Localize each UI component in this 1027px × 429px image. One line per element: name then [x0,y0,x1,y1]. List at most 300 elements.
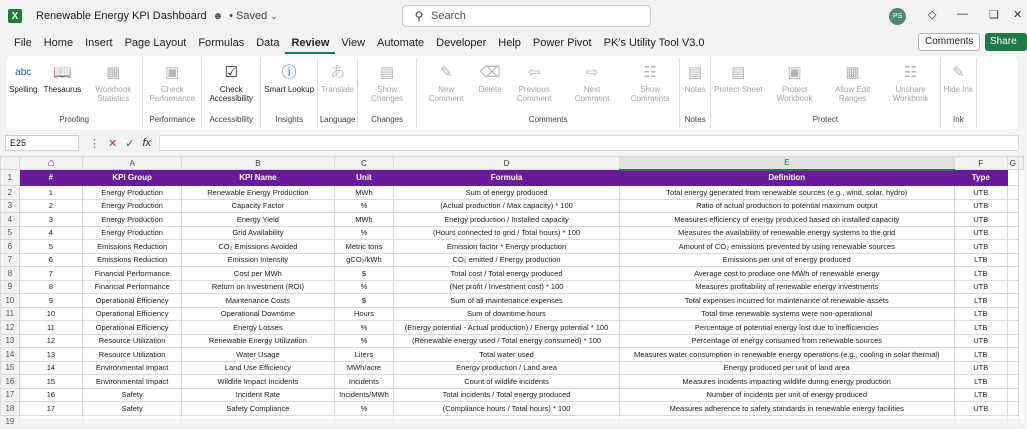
cell[interactable] [1007,267,1018,281]
cell[interactable]: 3 [19,213,82,227]
button-label: New Comment [428,85,464,103]
tab-pk-s-utility-tool-v3-0[interactable]: PK's Utility Tool V3.0 [603,37,705,49]
delete-icon: ⌫ [479,63,501,81]
button-label: Show Changes [371,85,404,103]
column-header-f[interactable]: F [954,157,1007,170]
cell[interactable]: Operational Efficiency [82,307,181,321]
cell[interactable]: CO₂ emitted / Energy production [394,253,619,267]
cell[interactable] [1007,240,1018,254]
thesaurus-button[interactable] [40,58,84,114]
cell[interactable]: Total energy generated from renewable sources (e.g., wind, solar, hydro) [619,186,954,200]
cell[interactable]: Operational Efficiency [82,294,181,308]
column-header-g[interactable]: G [1007,157,1018,170]
cell[interactable]: (Energy potential - Actual production) / Energy potential * 100 [394,321,619,335]
cell[interactable]: gCO₂/kWh [334,253,394,267]
button-label: Protect Sheet [714,85,763,94]
cell[interactable]: Resource Utilization [82,348,181,362]
cell[interactable]: 5 [19,240,82,254]
more-options-icon[interactable]: ⋮ [89,137,100,150]
cell[interactable]: Count of wildlife incidents [394,375,619,389]
cell[interactable]: Total water used [394,348,619,362]
cell[interactable] [619,415,954,429]
chevron-down-icon[interactable]: ⌄ [270,10,278,21]
cell[interactable]: LTB [954,294,1007,308]
cell[interactable] [1007,321,1018,335]
cell[interactable]: % [334,199,394,213]
cell[interactable]: Energy Production [82,226,181,240]
cell[interactable]: LTB [954,388,1007,402]
button-label: Next Comment [574,85,610,103]
column-header-b[interactable]: B [182,157,334,170]
button-label: Delete [478,85,502,94]
button-label: Thesaurus [43,85,82,94]
cell[interactable]: Metric tons [334,240,394,254]
table-row [1,415,1024,429]
accessibility-icon: ☑ [224,63,238,81]
row-header[interactable]: 9 [1,280,20,294]
group-label: Protect [812,115,839,124]
cell[interactable]: 12 [19,334,82,348]
ribbon-group-proofing [6,58,143,128]
cell[interactable]: Percentage of potential energy lost due to inefficiencies [619,321,954,335]
button-label: Spelling [9,85,38,94]
cell[interactable]: LTB [954,307,1007,321]
tab-review[interactable]: Review [285,32,335,54]
cell[interactable] [1007,253,1018,267]
cell[interactable] [334,415,394,429]
row-header[interactable]: 3 [1,199,20,213]
button-label: Allow Edit Ranges [835,85,871,103]
tab-formulas[interactable]: Formulas [198,37,245,49]
abc-check-icon: abc [15,66,32,78]
table-row [1,348,1024,362]
cell[interactable]: Operational Efficiency [82,321,181,335]
name-box[interactable]: E25 [5,135,79,151]
table-row [1,361,1024,375]
cell[interactable] [19,415,82,429]
minimize-icon[interactable]: — [957,8,968,20]
cell[interactable]: Wildlife Impact Incidents [182,375,334,389]
cell[interactable]: Emission factor * Energy production [394,240,619,254]
cell[interactable]: UTB [954,402,1007,416]
column-header-e[interactable]: E [619,157,954,170]
hide-ink-button[interactable] [941,58,976,114]
row-header[interactable]: 15 [1,361,20,375]
cell[interactable]: LTB [954,267,1007,281]
cell[interactable] [1007,307,1018,321]
cell[interactable] [182,415,334,429]
cell[interactable]: Liters [334,348,394,362]
cell[interactable]: Unit [334,170,394,186]
workbook-statistics-button[interactable] [84,58,142,114]
cell[interactable]: Safety Compliance [182,402,334,416]
button-label: Smart Lookup [264,85,315,94]
ribbon-tabs [0,32,1024,54]
title-bar [0,0,1024,32]
diamond-icon[interactable]: ◇ [928,9,937,21]
next-comment-icon: ⇨ [585,63,599,81]
cancel-icon[interactable]: ✕ [108,137,118,150]
cell[interactable]: 9 [19,294,82,308]
cell[interactable] [954,415,1007,429]
cell[interactable]: % [334,402,394,416]
cell[interactable]: MWh [334,213,394,227]
cell[interactable]: LTB [954,348,1007,362]
avatar[interactable]: PS [889,8,906,25]
close-icon[interactable]: ✕ [1013,9,1023,21]
notes-button[interactable] [680,58,710,114]
group-label: Changes [371,115,404,124]
cell[interactable] [1007,294,1018,308]
button-label: Protect Workbook [776,85,813,103]
cell[interactable]: % [334,334,394,348]
cell[interactable]: 6 [19,253,82,267]
cell[interactable]: Incidents/MWh [334,388,394,402]
cell[interactable]: (Compliance hours / Total hours) * 100 [394,402,619,416]
row-header[interactable]: 5 [1,226,20,240]
tab-help[interactable]: Help [498,37,521,49]
cell[interactable]: 16 [19,388,82,402]
row-header[interactable]: 16 [1,375,20,389]
cell[interactable]: Capacity Factor [182,199,334,213]
group-label: Proofing [59,115,90,124]
cell[interactable]: 17 [19,402,82,416]
cell[interactable]: % [334,226,394,240]
cell[interactable] [1007,334,1018,348]
translate-icon: あ [330,63,346,81]
cell[interactable]: UTB [954,361,1007,375]
ribbon-group-comments [417,58,680,128]
cell[interactable]: Measures the availability of renewable energy systems to the grid [619,226,954,240]
ribbon-group-accessibility [202,58,261,128]
table-row [1,334,1024,348]
cell[interactable]: Formula [394,170,619,186]
group-label: Accessibility [209,115,254,124]
button-label: Previous Comment [516,85,552,103]
cell[interactable]: UTB [954,186,1007,200]
tab-developer[interactable]: Developer [436,37,487,49]
cell[interactable]: Renewable Energy Utilization [182,334,334,348]
check-accessibility-button[interactable] [202,58,260,114]
cell[interactable]: Measures efficiency of energy produced based on installed capacity [619,213,954,227]
cell[interactable]: 13 [19,348,82,362]
cell[interactable]: Energy Yield [182,213,334,227]
cell[interactable]: Total time renewable systems were non-operational [619,307,954,321]
smart-lookup-button[interactable] [261,58,317,114]
button-label: Check Accessibility [209,85,254,103]
ribbon-group-insights [261,58,318,128]
cell[interactable]: LTB [954,253,1007,267]
cell[interactable]: Water Usage [182,348,334,362]
cell[interactable]: 11 [19,321,82,335]
cell[interactable] [1007,361,1018,375]
ribbon-group-performance [143,58,202,128]
cell[interactable] [394,415,619,429]
cell[interactable]: Cost per MWh [182,267,334,281]
tab-file[interactable]: File [14,37,32,49]
cell[interactable]: Emissions Reduction [82,253,181,267]
unshare-icon: ☷ [903,63,918,81]
cell[interactable]: UTB [954,334,1007,348]
show-comments-icon: ☷ [643,63,657,81]
row-header[interactable]: 2 [1,186,20,200]
allow-edit-ranges-button[interactable] [824,58,882,114]
cell[interactable]: $ [334,267,394,281]
cell[interactable] [1007,280,1018,294]
column-header-d[interactable]: D [394,157,619,170]
cell[interactable]: Maintenance Costs [182,294,334,308]
spreadsheet-grid [0,156,1024,427]
cell[interactable]: 14 [19,361,82,375]
cell[interactable]: Return on Investment (ROI) [182,280,334,294]
cell[interactable]: Energy Production [82,213,181,227]
document-title[interactable]: Renewable Energy KPI Dashboard [36,10,207,22]
search-placeholder: Search [431,10,466,22]
cell[interactable]: CO₂ Emissions Avoided [182,240,334,254]
cell[interactable]: Operational Downtime [182,307,334,321]
row-header[interactable]: 10 [1,294,20,308]
protect-workbook-button[interactable] [766,58,824,114]
restore-icon[interactable]: ❏ [989,9,999,21]
cell[interactable] [1007,388,1018,402]
cell[interactable]: Resource Utilization [82,334,181,348]
cell[interactable]: Emissions Reduction [82,240,181,254]
row-header[interactable]: 6 [1,240,20,254]
column-header-a[interactable]: A [82,157,181,170]
cell[interactable] [1007,226,1018,240]
row-header[interactable]: 4 [1,213,20,227]
tab-page-layout[interactable]: Page Layout [124,37,187,49]
cell[interactable]: Energy Production [82,186,181,200]
row-header[interactable]: 12 [1,321,20,335]
previous-comment-button[interactable] [505,58,563,114]
cell[interactable]: Type [954,170,1007,186]
cell[interactable]: Average cost to produce one MWh of renewable energy [619,267,954,281]
cell[interactable]: 19 [1,415,20,429]
cell[interactable]: Incident Rate [182,388,334,402]
formula-bar [0,132,1024,154]
ribbon-group-notes [680,58,711,128]
cell[interactable]: Energy produced per unit of land area [619,361,954,375]
row-header[interactable]: 18 [1,402,20,416]
group-label: Ink [952,115,964,124]
table-row [1,294,1024,308]
group-label: Notes [684,115,706,124]
table-row [1,402,1024,416]
cell[interactable] [1007,199,1018,213]
performance-icon: ▣ [165,63,180,81]
cell[interactable]: Energy Losses [182,321,334,335]
cell[interactable]: (Hours connected to grid / Total hours) * 100 [394,226,619,240]
cell[interactable]: Sum of downtime hours [394,307,619,321]
cell[interactable] [1007,375,1018,389]
stats-icon: ▦ [106,63,121,81]
cell[interactable]: $ [334,294,394,308]
cell[interactable]: Safety [82,402,181,416]
cell[interactable] [1007,170,1018,186]
cell[interactable]: MWh [334,186,394,200]
cell[interactable]: Energy Production [82,199,181,213]
group-label: Performance [149,115,196,124]
cell[interactable]: LTB [954,321,1007,335]
cell[interactable]: Total incidents / Total energy produced [394,388,619,402]
table-row [1,321,1024,335]
select-all-corner[interactable] [1,157,20,170]
cell[interactable]: Environmental Impact [82,361,181,375]
cell[interactable]: Percentage of energy consumed from renewable sources [619,334,954,348]
new-comment-icon: ✎ [439,63,453,81]
cell[interactable]: % [334,280,394,294]
table-row [1,226,1024,240]
ribbon [6,56,1018,130]
cell[interactable]: Sum of all maintenance expenses [394,294,619,308]
cell[interactable]: Grid Availability [182,226,334,240]
ribbon-group-language [318,58,358,128]
button-label: Check Performance [149,85,196,103]
row-header[interactable]: 13 [1,334,20,348]
home-icon[interactable]: ⌂ [19,157,82,170]
button-label: Notes [684,85,706,94]
new-comment-button[interactable] [417,58,475,114]
row-header[interactable]: 17 [1,388,20,402]
cell[interactable]: 10 [19,307,82,321]
row-header[interactable]: 7 [1,253,20,267]
cell[interactable]: Measures adherence to safety standards in renewable energy facilities [619,402,954,416]
book-icon: 📖 [53,63,72,81]
table-row [1,375,1024,389]
fx-icon[interactable]: fx [142,137,151,149]
button-label: Translate [321,85,355,94]
share-button[interactable]: Share [985,33,1027,51]
next-comment-button[interactable] [563,58,621,114]
cell[interactable]: UTB [954,213,1007,227]
comments-button[interactable]: Comments [918,33,980,51]
cell[interactable]: KPI Group [82,170,181,186]
show-changes-icon: ▤ [380,63,395,81]
cell[interactable] [82,415,181,429]
cell[interactable]: Hours [334,307,394,321]
cell[interactable]: Energy production / Land area [394,361,619,375]
translate-button[interactable] [318,58,357,114]
cell[interactable]: Ratio of actual production to potential maximum output [619,199,954,213]
cell[interactable]: UTB [954,199,1007,213]
cell[interactable]: Financial Performance [82,267,181,281]
cell[interactable]: Total expenses incurred for maintenance of renewable assets [619,294,954,308]
cell[interactable] [1007,186,1018,200]
cell[interactable] [1007,415,1018,429]
cell[interactable]: 2 [19,199,82,213]
search-box[interactable] [402,5,651,27]
cell[interactable]: UTB [954,226,1007,240]
table-row [1,307,1024,321]
cell[interactable]: % [334,321,394,335]
cell[interactable]: Energy production / Installed capacity [394,213,619,227]
tab-home[interactable]: Home [43,37,74,49]
cell[interactable]: (Net profit / Investment cost) * 100 [394,280,619,294]
table-header-row [1,170,1024,186]
column-header-h[interactable] [1019,157,1024,170]
check-performance-button[interactable] [143,58,201,114]
cell[interactable]: UTB [954,240,1007,254]
group-label: Insights [275,115,303,124]
cell[interactable]: (Actual production / Max capacity) * 100 [394,199,619,213]
cell[interactable]: Land Use Efficiency [182,361,334,375]
row-header[interactable]: 11 [1,307,20,321]
cell[interactable]: Sum of energy produced [394,186,619,200]
button-label: Unshare Workbook [892,85,929,103]
cell[interactable]: UTB [954,280,1007,294]
table-row [1,280,1024,294]
spelling-button[interactable] [6,58,40,114]
table-row [1,240,1024,254]
cell[interactable]: 8 [19,280,82,294]
cell[interactable] [1007,348,1018,362]
tab-power-pivot[interactable]: Power Pivot [532,37,592,49]
search-icon: ⚲ [414,9,424,23]
cell[interactable]: 4 [19,226,82,240]
cell[interactable]: Environmental Impact [82,375,181,389]
tab-view[interactable]: View [341,37,366,49]
show-changes-button[interactable] [358,58,416,114]
cell[interactable] [1007,213,1018,227]
row-header[interactable]: 8 [1,267,20,281]
row-header[interactable]: 1 [1,170,20,186]
cell[interactable]: Amount of CO₂ emissions prevented by using renewable sources [619,240,954,254]
cell[interactable]: (Renewable energy used / Total energy consumed) * 100 [394,334,619,348]
show-comments-button[interactable] [621,58,679,114]
cell[interactable]: # [19,170,82,186]
cell[interactable]: Financial Performance [82,280,181,294]
cell[interactable]: 15 [19,375,82,389]
tab-data[interactable]: Data [256,37,280,49]
saved-status[interactable]: • Saved [229,10,268,22]
cell[interactable]: Emissions per unit of energy produced [619,253,954,267]
cell[interactable] [1007,402,1018,416]
cell[interactable]: LTB [954,375,1007,389]
table-row [1,199,1024,213]
cell[interactable]: Total cost / Total energy produced [394,267,619,281]
group-label: Comments [528,115,568,124]
group-label: Language [319,115,356,124]
column-header-c[interactable]: C [334,157,394,170]
notes-icon: ▤ [688,63,703,81]
cell[interactable]: Renewable Energy Production [182,186,334,200]
protect-sheet-button[interactable] [711,58,765,114]
cell[interactable]: 7 [19,267,82,281]
cell[interactable]: Safety [82,388,181,402]
button-label: Hide Ink [943,85,973,94]
cell[interactable]: Definition [619,170,954,186]
cell[interactable]: Measures profitability of renewable energy investments [619,280,954,294]
table-row [1,388,1024,402]
unshare-workbook-button[interactable] [882,58,940,114]
cell[interactable]: Measures incidents impacting wildlife during energy production [619,375,954,389]
cell[interactable]: Number of incidents per unit of energy produced [619,388,954,402]
cell[interactable]: Emission Intensity [182,253,334,267]
enter-icon[interactable]: ✓ [125,137,135,150]
cell[interactable]: MWh/acre [334,361,394,375]
cell[interactable]: Measures water consumption in renewable energy operations (e.g., cooling in solar thermal) [619,348,954,362]
cell[interactable]: Incidents [334,375,394,389]
row-header[interactable]: 14 [1,348,20,362]
cell[interactable]: 1 [19,186,82,200]
ribbon-group-changes [358,58,417,128]
tab-insert[interactable]: Insert [85,37,113,49]
tab-automate[interactable]: Automate [377,37,425,49]
cell[interactable]: KPI Name [182,170,334,186]
formula-input[interactable] [159,135,1019,151]
delete-button[interactable] [475,58,505,114]
